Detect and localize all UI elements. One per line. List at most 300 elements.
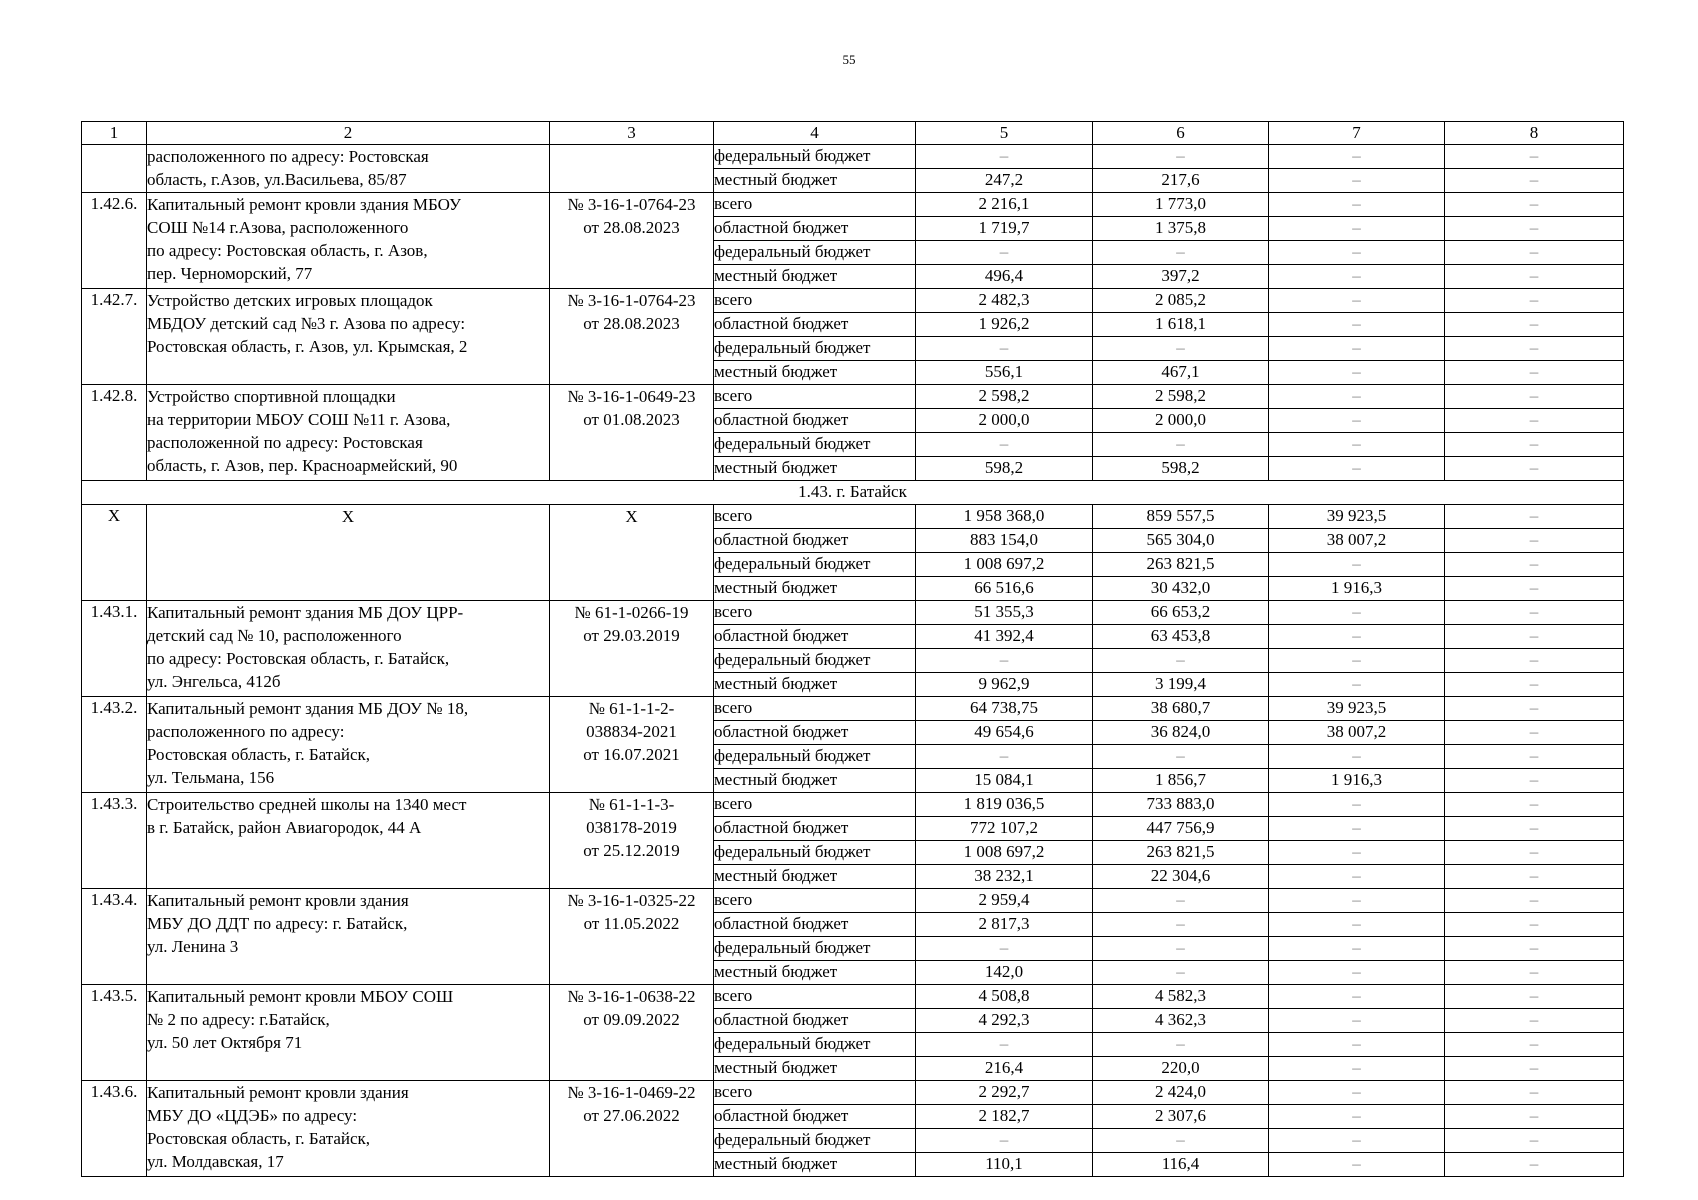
amount-c7: – (1269, 289, 1445, 313)
amount-c5: 1 819 036,5 (916, 793, 1093, 817)
amount-c8: – (1445, 1129, 1624, 1153)
amount-c5: 9 962,9 (916, 673, 1093, 697)
amount-c8: – (1445, 769, 1624, 793)
amount-c8: – (1445, 433, 1624, 457)
amount-c5: 64 738,75 (916, 697, 1093, 721)
funding-source: всего (714, 1081, 916, 1105)
document-line: № 61-1-1-3- (588, 795, 675, 814)
description-line: Устройство спортивной площадки (147, 387, 396, 406)
amount-c8: – (1445, 721, 1624, 745)
amount-c5: 4 292,3 (916, 1009, 1093, 1033)
amount-c6: – (1093, 1033, 1269, 1057)
document-line: от 16.07.2021 (583, 745, 680, 764)
description-line: по адресу: Ростовская область, г. Батайск, (147, 649, 450, 668)
amount-c7: – (1269, 841, 1445, 865)
document-reference (550, 289, 714, 385)
amount-c8: – (1445, 625, 1624, 649)
document-reference (550, 193, 714, 289)
item-description (147, 505, 550, 601)
amount-c5: 1 958 368,0 (916, 505, 1093, 529)
amount-c6: 4 362,3 (1093, 1009, 1269, 1033)
amount-c6: 733 883,0 (1093, 793, 1269, 817)
amount-c6: 38 680,7 (1093, 697, 1269, 721)
amount-c8: – (1445, 1057, 1624, 1081)
amount-c8: – (1445, 385, 1624, 409)
description-line: Капитальный ремонт кровли здания (147, 891, 409, 910)
amount-c8: – (1445, 457, 1624, 481)
funding-source: местный бюджет (714, 673, 916, 697)
amount-c8: – (1445, 1153, 1624, 1177)
funding-source: федеральный бюджет (714, 1033, 916, 1057)
amount-c6: 397,2 (1093, 265, 1269, 289)
table-row (82, 505, 1624, 529)
amount-c6: 263 821,5 (1093, 553, 1269, 577)
amount-c8: – (1445, 937, 1624, 961)
amount-c5: 110,1 (916, 1153, 1093, 1177)
funding-source: всего (714, 889, 916, 913)
funding-source: местный бюджет (714, 865, 916, 889)
amount-c6: 2 085,2 (1093, 289, 1269, 313)
document-line: № 61-1-1-2- (588, 699, 675, 718)
amount-c7: 39 923,5 (1269, 697, 1445, 721)
amount-c5: – (916, 1033, 1093, 1057)
amount-c8: – (1445, 145, 1624, 169)
amount-c7: – (1269, 913, 1445, 937)
amount-c6: 2 424,0 (1093, 1081, 1269, 1105)
amount-c8: – (1445, 217, 1624, 241)
page-number: 55 (842, 52, 856, 67)
amount-c6: 1 375,8 (1093, 217, 1269, 241)
amount-c7: – (1269, 625, 1445, 649)
amount-c6: – (1093, 913, 1269, 937)
amount-c8: – (1445, 505, 1624, 529)
item-number: 1.43.2. (82, 697, 147, 793)
amount-c5: 4 508,8 (916, 985, 1093, 1009)
amount-c8: – (1445, 841, 1624, 865)
amount-c7: – (1269, 169, 1445, 193)
amount-c8: – (1445, 697, 1624, 721)
amount-c8: – (1445, 553, 1624, 577)
amount-c7: – (1269, 337, 1445, 361)
amount-c6: – (1093, 1129, 1269, 1153)
amount-c6: – (1093, 145, 1269, 169)
description-line: область, г.Азов, ул.Васильева, 85/87 (147, 170, 407, 189)
table-row (82, 385, 1624, 409)
item-number: 1.42.8. (82, 385, 147, 481)
document-line: № 3-16-1-0764-23 (567, 195, 696, 214)
item-description (147, 697, 550, 793)
amount-c8: – (1445, 265, 1624, 289)
funding-source: всего (714, 289, 916, 313)
amount-c7: – (1269, 601, 1445, 625)
amount-c5: 142,0 (916, 961, 1093, 985)
document-reference (550, 1081, 714, 1177)
document-line: № 3-16-1-0638-22 (567, 987, 696, 1006)
description-line: ул. Энгельса, 412б (147, 672, 281, 691)
funding-source: всего (714, 697, 916, 721)
amount-c5: 41 392,4 (916, 625, 1093, 649)
item-number: 1.43.5. (82, 985, 147, 1081)
table-row (82, 193, 1624, 217)
description-line: Капитальный ремонт кровли здания МБОУ (147, 195, 462, 214)
document-line: № 61-1-0266-19 (574, 603, 689, 622)
description-line: Капитальный ремонт кровли МБОУ СОШ (147, 987, 454, 1006)
amount-c6: – (1093, 961, 1269, 985)
amount-c7: – (1269, 265, 1445, 289)
item-description (147, 145, 550, 193)
description-line: в г. Батайск, район Авиагородок, 44 А (147, 818, 422, 837)
amount-c6: 22 304,6 (1093, 865, 1269, 889)
amount-c6: 467,1 (1093, 361, 1269, 385)
amount-c5: – (916, 649, 1093, 673)
amount-c8: – (1445, 601, 1624, 625)
item-description (147, 385, 550, 481)
item-number: 1.42.7. (82, 289, 147, 385)
funding-source: областной бюджет (714, 817, 916, 841)
header-row (82, 122, 1624, 145)
item-number: Х (82, 505, 147, 601)
amount-c8: – (1445, 1105, 1624, 1129)
amount-c8: – (1445, 793, 1624, 817)
funding-source: местный бюджет (714, 769, 916, 793)
amount-c7: – (1269, 1033, 1445, 1057)
amount-c5: – (916, 433, 1093, 457)
amount-c8: – (1445, 913, 1624, 937)
amount-c5: – (916, 337, 1093, 361)
amount-c7: – (1269, 1057, 1445, 1081)
amount-c6: 220,0 (1093, 1057, 1269, 1081)
amount-c8: – (1445, 289, 1624, 313)
funding-source: федеральный бюджет (714, 745, 916, 769)
funding-source: областной бюджет (714, 1009, 916, 1033)
amount-c6: 66 653,2 (1093, 601, 1269, 625)
document-line: Х (625, 507, 638, 526)
table-row (82, 601, 1624, 625)
document-line: № 3-16-1-0469-22 (567, 1083, 696, 1102)
amount-c5: 2 292,7 (916, 1081, 1093, 1105)
amount-c7: – (1269, 217, 1445, 241)
document-line: № 3-16-1-0649-23 (567, 387, 696, 406)
amount-c5: 2 959,4 (916, 889, 1093, 913)
table-row (82, 985, 1624, 1009)
funding-source: федеральный бюджет (714, 145, 916, 169)
item-description (147, 289, 550, 385)
document-line: от 28.08.2023 (583, 314, 680, 333)
funding-source: областной бюджет (714, 313, 916, 337)
description-line: Устройство детских игровых площадок (147, 291, 433, 310)
amount-c5: 2 216,1 (916, 193, 1093, 217)
amount-c8: – (1445, 169, 1624, 193)
description-line: Х (341, 507, 355, 526)
description-line: Ростовская область, г. Батайск, (147, 745, 371, 764)
item-description (147, 601, 550, 697)
amount-c5: 2 598,2 (916, 385, 1093, 409)
amount-c8: – (1445, 577, 1624, 601)
column-number-header: 5 (916, 122, 1093, 145)
funding-source: всего (714, 193, 916, 217)
document-reference (550, 385, 714, 481)
table-row (82, 697, 1624, 721)
amount-c7: – (1269, 313, 1445, 337)
amount-c7: 1 916,3 (1269, 769, 1445, 793)
funding-source: федеральный бюджет (714, 841, 916, 865)
description-line: ул. 50 лет Октября 71 (147, 1033, 303, 1052)
amount-c7: – (1269, 1153, 1445, 1177)
document-reference (550, 793, 714, 889)
item-number: 1.43.3. (82, 793, 147, 889)
table-row (82, 145, 1624, 169)
amount-c7: – (1269, 817, 1445, 841)
item-number: 1.42.6. (82, 193, 147, 289)
amount-c8: – (1445, 193, 1624, 217)
document-reference (550, 505, 714, 601)
amount-c8: – (1445, 361, 1624, 385)
funding-source: федеральный бюджет (714, 337, 916, 361)
funding-source: местный бюджет (714, 1057, 916, 1081)
amount-c5: 216,4 (916, 1057, 1093, 1081)
amount-c7: – (1269, 673, 1445, 697)
funding-source: федеральный бюджет (714, 1129, 916, 1153)
column-number-header: 2 (147, 122, 550, 145)
amount-c7: – (1269, 433, 1445, 457)
amount-c7: 38 007,2 (1269, 529, 1445, 553)
funding-source: федеральный бюджет (714, 553, 916, 577)
funding-source: областной бюджет (714, 625, 916, 649)
amount-c7: – (1269, 937, 1445, 961)
amount-c7: – (1269, 1105, 1445, 1129)
amount-c7: – (1269, 649, 1445, 673)
funding-source: местный бюджет (714, 1153, 916, 1177)
description-line: Капитальный ремонт здания МБ ДОУ № 18, (147, 699, 469, 718)
amount-c6: – (1093, 241, 1269, 265)
amount-c6: 263 821,5 (1093, 841, 1269, 865)
amount-c5: 15 084,1 (916, 769, 1093, 793)
amount-c7: 38 007,2 (1269, 721, 1445, 745)
document-line: от 28.08.2023 (583, 218, 680, 237)
item-number: 1.43.1. (82, 601, 147, 697)
item-description (147, 193, 550, 289)
document-line: от 11.05.2022 (583, 914, 680, 933)
description-line: № 2 по адресу: г.Батайск, (147, 1010, 330, 1029)
table-row (82, 1081, 1624, 1105)
amount-c7: – (1269, 1081, 1445, 1105)
description-line: детский сад № 10, расположенного (147, 626, 402, 645)
amount-c5: 496,4 (916, 265, 1093, 289)
document-line: № 3-16-1-0325-22 (567, 891, 696, 910)
description-line: Ростовская область, г. Азов, ул. Крымская, 2 (147, 337, 468, 356)
amount-c6: 30 432,0 (1093, 577, 1269, 601)
amount-c8: – (1445, 865, 1624, 889)
amount-c6: 3 199,4 (1093, 673, 1269, 697)
description-line: Капитальный ремонт кровли здания (147, 1083, 409, 1102)
amount-c7: – (1269, 409, 1445, 433)
funding-source: областной бюджет (714, 1105, 916, 1129)
amount-c6: 2 307,6 (1093, 1105, 1269, 1129)
amount-c6: 36 824,0 (1093, 721, 1269, 745)
description-line: по адресу: Ростовская область, г. Азов, (147, 241, 428, 260)
amount-c7: – (1269, 193, 1445, 217)
amount-c5: – (916, 241, 1093, 265)
funding-source: всего (714, 793, 916, 817)
column-number-header: 4 (714, 122, 916, 145)
amount-c6: 1 856,7 (1093, 769, 1269, 793)
amount-c6: 116,4 (1093, 1153, 1269, 1177)
column-number-header: 1 (82, 122, 147, 145)
funding-source: местный бюджет (714, 361, 916, 385)
amount-c6: 1 773,0 (1093, 193, 1269, 217)
description-line: МБУ ДО «ЦДЭБ» по адресу: (147, 1106, 358, 1125)
document-line: от 27.06.2022 (583, 1106, 680, 1125)
amount-c6: 565 304,0 (1093, 529, 1269, 553)
amount-c8: – (1445, 241, 1624, 265)
amount-c6: – (1093, 745, 1269, 769)
amount-c5: 1 008 697,2 (916, 553, 1093, 577)
amount-c8: – (1445, 961, 1624, 985)
amount-c5: 883 154,0 (916, 529, 1093, 553)
amount-c6: 1 618,1 (1093, 313, 1269, 337)
column-number-header: 6 (1093, 122, 1269, 145)
column-number-header: 8 (1445, 122, 1624, 145)
amount-c5: 1 926,2 (916, 313, 1093, 337)
amount-c5: 51 355,3 (916, 601, 1093, 625)
funding-source: областной бюджет (714, 409, 916, 433)
amount-c5: – (916, 145, 1093, 169)
document-reference (550, 697, 714, 793)
amount-c5: 556,1 (916, 361, 1093, 385)
description-line: МБДОУ детский сад №3 г. Азова по адресу: (147, 314, 466, 333)
description-line: ул. Молдавская, 17 (147, 1152, 284, 1171)
amount-c8: – (1445, 817, 1624, 841)
document-reference (550, 601, 714, 697)
document-line: № 3-16-1-0764-23 (567, 291, 696, 310)
description-line: Капитальный ремонт здания МБ ДОУ ЦРР- (147, 603, 464, 622)
amount-c7: – (1269, 145, 1445, 169)
amount-c8: – (1445, 337, 1624, 361)
funding-source: местный бюджет (714, 265, 916, 289)
item-number (82, 145, 147, 193)
section-title: 1.43. г. Батайск (82, 481, 1624, 505)
amount-c6: – (1093, 649, 1269, 673)
description-line: расположенного по адресу: Ростовская (147, 147, 429, 166)
funding-source: всего (714, 985, 916, 1009)
amount-c8: – (1445, 313, 1624, 337)
funding-source: областной бюджет (714, 529, 916, 553)
amount-c5: 1 719,7 (916, 217, 1093, 241)
description-line: ул. Ленина 3 (147, 937, 239, 956)
amount-c5: 38 232,1 (916, 865, 1093, 889)
amount-c8: – (1445, 1009, 1624, 1033)
amount-c5: – (916, 745, 1093, 769)
table-row (82, 889, 1624, 913)
column-number-header: 7 (1269, 122, 1445, 145)
funding-source: всего (714, 601, 916, 625)
item-number: 1.43.6. (82, 1081, 147, 1177)
amount-c6: – (1093, 937, 1269, 961)
amount-c6: – (1093, 337, 1269, 361)
amount-c7: – (1269, 553, 1445, 577)
amount-c6: 2 598,2 (1093, 385, 1269, 409)
document-line: 038178-2019 (586, 818, 677, 837)
amount-c7: – (1269, 889, 1445, 913)
amount-c8: – (1445, 889, 1624, 913)
budget-table (81, 121, 1624, 1177)
funding-source: областной бюджет (714, 721, 916, 745)
funding-source: местный бюджет (714, 169, 916, 193)
amount-c8: – (1445, 745, 1624, 769)
amount-c5: 2 817,3 (916, 913, 1093, 937)
amount-c7: – (1269, 961, 1445, 985)
document-reference (550, 985, 714, 1081)
amount-c7: – (1269, 385, 1445, 409)
amount-c8: – (1445, 985, 1624, 1009)
amount-c6: 2 000,0 (1093, 409, 1269, 433)
document-line: от 01.08.2023 (583, 410, 680, 429)
description-line: расположенной по адресу: Ростовская (147, 433, 423, 452)
amount-c8: – (1445, 649, 1624, 673)
amount-c7: – (1269, 241, 1445, 265)
column-number-header: 3 (550, 122, 714, 145)
description-line: Ростовская область, г. Батайск, (147, 1129, 371, 1148)
table-row (82, 793, 1624, 817)
amount-c6: 859 557,5 (1093, 505, 1269, 529)
funding-source: местный бюджет (714, 577, 916, 601)
funding-source: федеральный бюджет (714, 241, 916, 265)
document-line: от 25.12.2019 (583, 841, 680, 860)
item-description (147, 985, 550, 1081)
amount-c5: 2 182,7 (916, 1105, 1093, 1129)
amount-c5: 598,2 (916, 457, 1093, 481)
amount-c6: 63 453,8 (1093, 625, 1269, 649)
description-line: МБУ ДО ДДТ по адресу: г. Батайск, (147, 914, 408, 933)
item-description (147, 793, 550, 889)
amount-c5: – (916, 1129, 1093, 1153)
item-number: 1.43.4. (82, 889, 147, 985)
funding-source: федеральный бюджет (714, 937, 916, 961)
amount-c8: – (1445, 1081, 1624, 1105)
funding-source: местный бюджет (714, 961, 916, 985)
description-line: пер. Черноморский, 77 (147, 264, 313, 283)
description-line: расположенного по адресу: (147, 722, 345, 741)
item-description (147, 889, 550, 985)
amount-c6: 4 582,3 (1093, 985, 1269, 1009)
amount-c7: 1 916,3 (1269, 577, 1445, 601)
amount-c5: 2 482,3 (916, 289, 1093, 313)
document-reference (550, 889, 714, 985)
amount-c5: 2 000,0 (916, 409, 1093, 433)
amount-c8: – (1445, 673, 1624, 697)
funding-source: областной бюджет (714, 217, 916, 241)
amount-c5: 49 654,6 (916, 721, 1093, 745)
amount-c7: – (1269, 745, 1445, 769)
section-row (82, 481, 1624, 505)
amount-c7: – (1269, 457, 1445, 481)
amount-c6: 217,6 (1093, 169, 1269, 193)
funding-source: федеральный бюджет (714, 433, 916, 457)
amount-c8: – (1445, 1033, 1624, 1057)
amount-c6: 447 756,9 (1093, 817, 1269, 841)
amount-c7: 39 923,5 (1269, 505, 1445, 529)
amount-c7: – (1269, 1129, 1445, 1153)
document-line: от 29.03.2019 (583, 626, 680, 645)
description-line: Строительство средней школы на 1340 мест (147, 795, 467, 814)
funding-source: федеральный бюджет (714, 649, 916, 673)
amount-c6: 598,2 (1093, 457, 1269, 481)
amount-c5: 1 008 697,2 (916, 841, 1093, 865)
amount-c5: 772 107,2 (916, 817, 1093, 841)
amount-c7: – (1269, 985, 1445, 1009)
amount-c8: – (1445, 409, 1624, 433)
item-description (147, 1081, 550, 1177)
